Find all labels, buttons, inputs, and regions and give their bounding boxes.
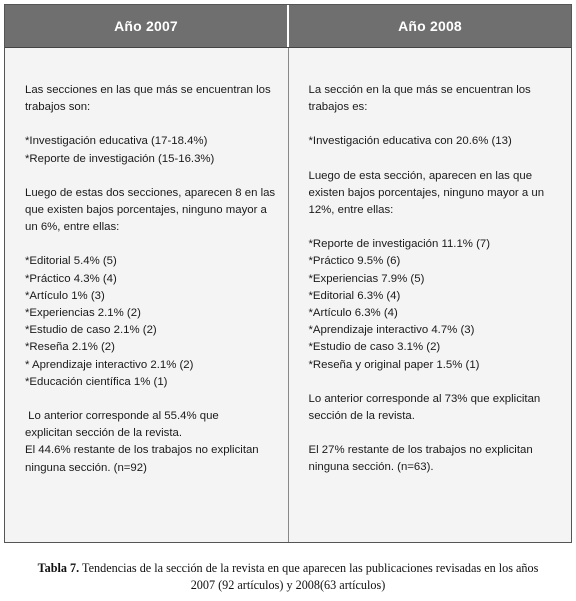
paragraph-summary-2007 — [25, 408, 278, 477]
list-item: *Educación científica 1% (1) — [25, 375, 168, 388]
paragraph-other-sections-2008 — [309, 236, 562, 374]
paragraph-summary-2008 — [309, 391, 562, 425]
caption-first-line — [38, 561, 539, 575]
list-item: *Reseña y original paper 1.5% (1) — [308, 358, 480, 371]
list-item: *Reporte de investigación 11.1% (7) — [308, 238, 491, 251]
header-2008: Año 2008 — [287, 5, 571, 47]
text-line: existen bajos porcentajes, ninguno mayor a un — [308, 186, 545, 199]
caption-text: Tendencias de la sección de la revista en que aparecen las publicaciones revisadas en los años — [79, 561, 539, 575]
text-line: un 6%, entre ellas: — [25, 221, 120, 234]
list-item: *Artículo 6.3% (4) — [308, 307, 398, 320]
list-item: *Investigación educativa (17-18.4%) — [25, 135, 208, 148]
list-item: *Investigación educativa con 20.6% (13) — [308, 135, 512, 148]
paragraph-other-sections-2007 — [25, 253, 278, 391]
column-2008 — [288, 48, 572, 542]
list-item: *Reporte de investigación (15-16.3%) — [25, 152, 215, 165]
list-item: * Aprendizaje interactivo 2.1% (2) — [25, 358, 194, 371]
column-2007 — [5, 48, 288, 542]
list-item: *Editorial 6.3% (4) — [308, 289, 401, 302]
list-item: *Experiencias 7.9% (5) — [308, 272, 425, 285]
caption-second-line: 2007 (92 artículos) y 2008(63 artículos) — [190, 578, 386, 592]
text-line: El 44.6% restante de los trabajos no explicitan — [25, 444, 259, 457]
text-line: La sección en la que más se encuentran los — [308, 84, 531, 96]
paragraph-remainder-2008 — [309, 442, 562, 476]
paragraph-other-intro-2007 — [25, 185, 278, 237]
sections-table — [4, 4, 572, 543]
list-item: *Práctico 4.3% (4) — [25, 272, 117, 285]
caption-label: Tabla 7. — [37, 561, 80, 575]
text-line: ninguna sección. (n=92) — [25, 461, 147, 474]
text-line: trabajos es: — [308, 101, 368, 114]
list-item: *Reseña 2.1% (2) — [25, 341, 115, 354]
text-line: Las secciones en las que más se encuentran los — [25, 84, 271, 96]
text-line: Luego de esta sección, aparecen en las que — [308, 169, 533, 182]
paragraph-other-intro-2008 — [309, 168, 562, 220]
header-2007: Año 2007 — [114, 18, 178, 34]
table-caption — [0, 560, 576, 594]
text-line: Luego de estas dos secciones, aparecen 8 en las — [25, 186, 276, 199]
text-line: ninguna sección. (n=63). — [308, 461, 434, 474]
list-item: *Artículo 1% (3) — [25, 289, 105, 302]
paragraph-intro-2007 — [25, 82, 278, 116]
text-line: trabajos son: — [25, 101, 91, 114]
list-item: *Estudio de caso 3.1% (2) — [308, 341, 441, 354]
list-item: *Editorial 5.4% (5) — [25, 255, 117, 268]
text-line: El 27% restante de los trabajos no explicitan — [308, 444, 533, 457]
list-item: *Estudio de caso 2.1% (2) — [25, 324, 157, 337]
text-line: explicitan sección de la revista. — [25, 427, 183, 440]
text-line: Lo anterior corresponde al 55.4% que — [25, 410, 219, 423]
paragraph-intro-2008 — [309, 82, 562, 116]
text-line: sección de la revista. — [308, 410, 415, 423]
paragraph-top-section-2008 — [309, 133, 562, 150]
list-item: *Aprendizaje interactivo 4.7% (3) — [308, 324, 475, 337]
table-header-row — [5, 5, 571, 48]
text-line: 12%, entre ellas: — [308, 204, 394, 217]
table-body-row — [5, 48, 571, 542]
list-item: *Práctico 9.5% (6) — [308, 255, 401, 268]
paragraph-top-sections-2007 — [25, 133, 278, 167]
text-line: Lo anterior corresponde al 73% que explicitan — [308, 392, 541, 405]
list-item: *Experiencias 2.1% (2) — [25, 307, 141, 320]
text-line: que existen bajos porcentajes, ninguno mayor a — [25, 204, 267, 217]
